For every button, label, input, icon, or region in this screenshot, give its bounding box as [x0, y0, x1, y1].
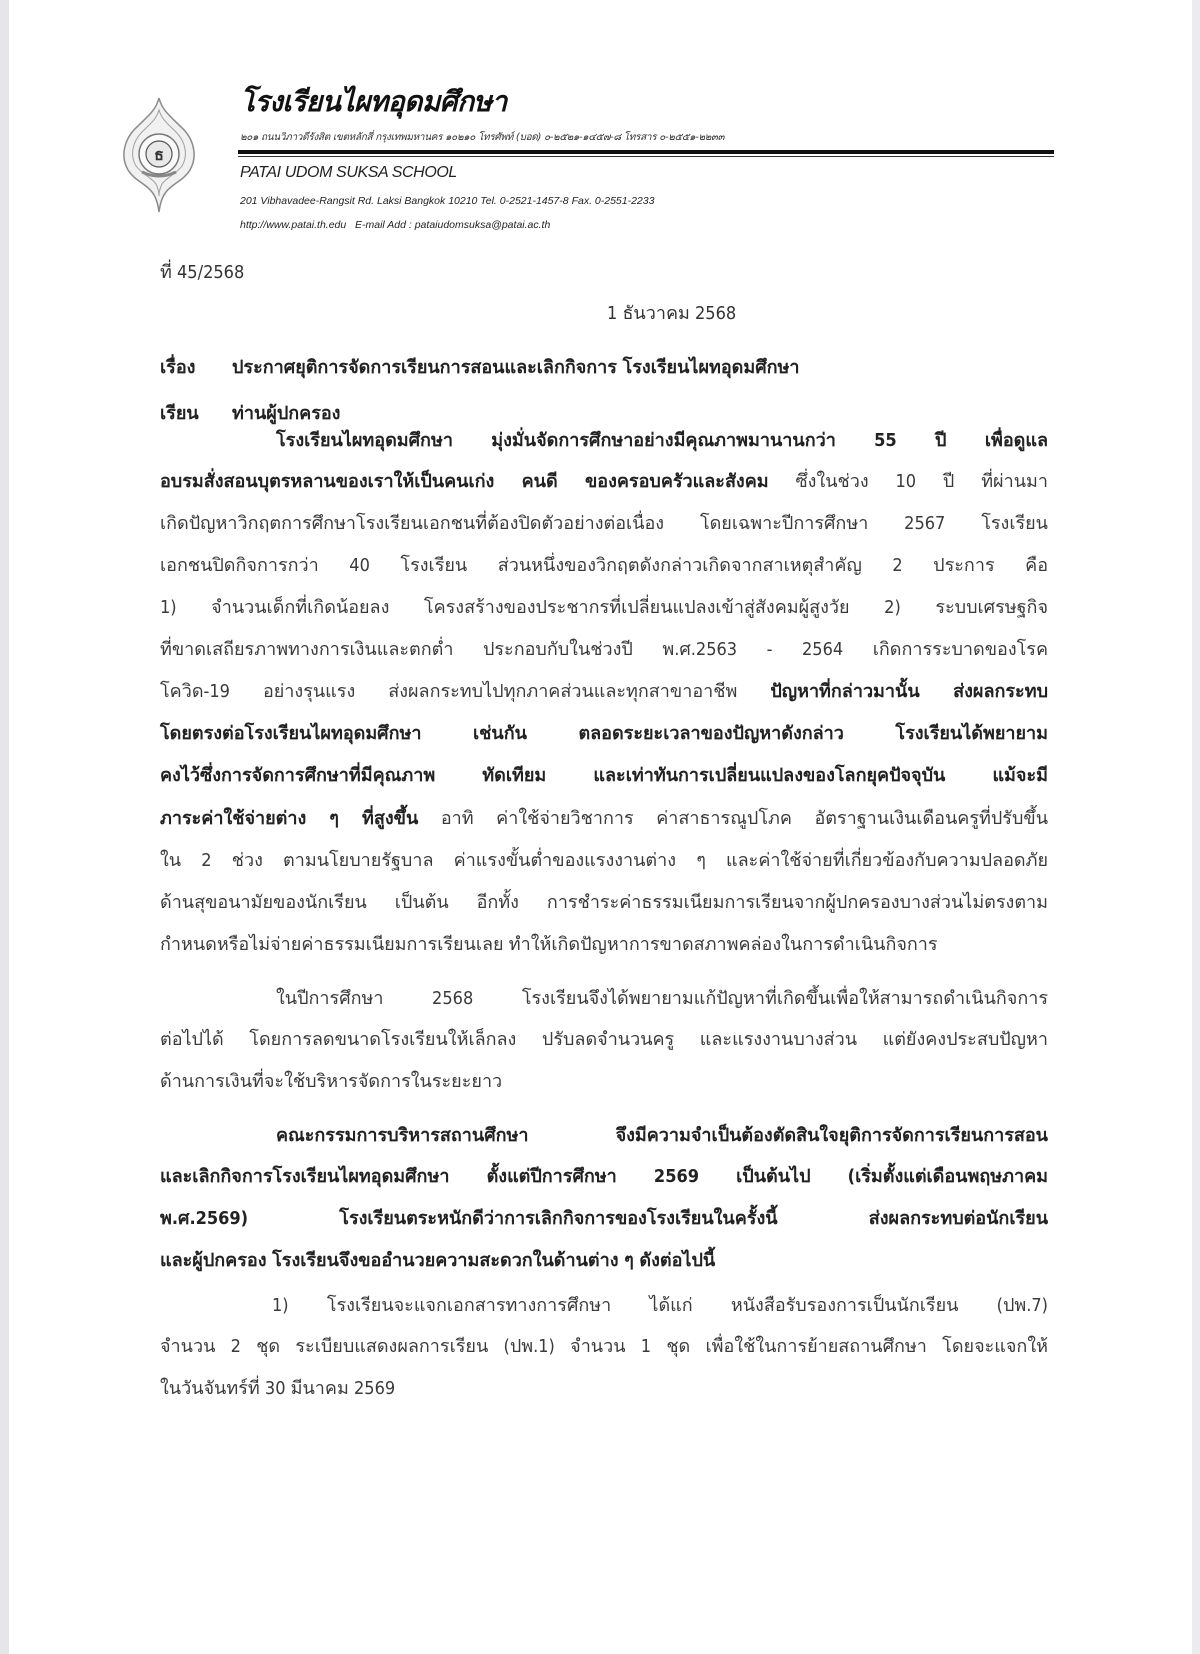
- text-segment: ใน 2 ช่วง ตามนโยบายรัฐบาล ค่าแรงขั้นต่ำของแรงงานต่าง ๆ และค่าใช้จ่ายที่เกี่ยวข้องกับความปลอดภัย: [160, 850, 1048, 871]
- paragraph-1-line: [160, 597, 1048, 619]
- text-segment: ซึ่งในช่วง 10 ปี ที่ผ่านมา: [768, 471, 1048, 492]
- email-label: E-mail Add :: [355, 219, 412, 231]
- paragraph-1-line: [160, 555, 1048, 577]
- paragraph-1-line: [160, 850, 1048, 872]
- recipient-text: ท่านผู้ปกครอง: [232, 403, 341, 424]
- email-link[interactable]: pataiudomsuksa@patai.ac.th: [414, 219, 551, 231]
- text-segment: ปัญหาที่กล่าวมานั้น ส่งผลกระทบ: [770, 681, 1048, 702]
- document-number: ที่ 45/2568: [160, 262, 245, 283]
- paragraph-2-line: [276, 988, 1048, 1010]
- website-link[interactable]: http://www.patai.th.edu: [240, 219, 347, 231]
- paragraph-1-line: [160, 892, 1048, 914]
- school-name-english: PATAI UDOM SUKSA SCHOOL: [240, 164, 457, 181]
- recipient-label: เรียน: [160, 403, 199, 424]
- paragraph-1-line: [160, 639, 1048, 661]
- paragraph-1-line: [276, 430, 1048, 452]
- paragraph-1-line: [160, 681, 1048, 703]
- school-address-english: 201 Vibhavadee-Rangsit Rd. Laksi Bangkok 10210 Tel. 0-2521-1457-8 Fax. 0-2551-2233: [240, 195, 655, 207]
- text-segment: เอกชนปิดกิจการกว่า 40 โรงเรียน ส่วนหนึ่งของวิกฤตดังกล่าวเกิดจากสาเหตุสำคัญ 2 ประการ คือ: [160, 555, 1048, 576]
- subject-label: เรื่อง: [160, 357, 196, 378]
- paragraph-1-line: [160, 765, 1048, 787]
- text-segment: อบรมสั่งสอนบุตรหลานของเราให้เป็นคนเก่ง คนดี ของครอบครัวและสังคม: [160, 471, 769, 492]
- paragraph-1-line: [160, 934, 1048, 956]
- school-name-thai: โรงเรียนไผทอุดมศึกษา: [240, 85, 507, 118]
- text-segment: โรงเรียนไผทอุดมศึกษา มุ่งมั่นจัดการศึกษาอย่างมีคุณภาพมานานกว่า 55 ปี เพื่อดูแล: [276, 430, 1048, 451]
- paragraph-4-line: [160, 1336, 1048, 1358]
- text-segment: คงไว้ซึ่งการจัดการศึกษาที่มีคุณภาพ ทัดเทียม และเท่าทันการเปลี่ยนแปลงของโลกยุคปัจจุบัน แม้จะมี: [160, 765, 1048, 786]
- paragraph-1-line: [160, 723, 1048, 745]
- paragraph-1-line: [160, 471, 1048, 493]
- school-emblem-icon: [120, 96, 198, 214]
- text-segment: 1) จำนวนเด็กที่เกิดน้อยลง โครงสร้างของประชากรที่เปลี่ยนแปลงเข้าสู่สังคมผู้สูงวัย 2) ระบบเศรษฐกิจ: [160, 597, 1048, 618]
- text-segment: โดยตรงต่อโรงเรียนไผทอุดมศึกษา เช่นกัน ตลอดระยะเวลาของปัญหาดังกล่าว โรงเรียนได้พยายาม: [160, 723, 1048, 744]
- school-contact-web: [240, 219, 550, 231]
- text-segment: อาทิ ค่าใช้จ่ายวิชาการ ค่าสาธารณูปโภค อัตราฐานเงินเดือนครูที่ปรับขึ้น: [418, 808, 1048, 829]
- svg-text:ธ: ธ: [154, 145, 164, 164]
- text-segment: ภาระค่าใช้จ่ายต่าง ๆ ที่สูงขึ้น: [160, 808, 419, 829]
- text-segment: ในปีการศึกษา 2568 โรงเรียนจึงได้พยายามแก้ปัญหาที่เกิดขึ้นเพื่อให้สามารถดำเนินกิจการ: [276, 988, 1048, 1009]
- paragraph-4-line: [272, 1295, 1048, 1317]
- text-segment: คณะกรรมการบริหารสถานศึกษา จึงมีความจำเป็นต้องตัดสินใจยุติการจัดการเรียนการสอน: [276, 1125, 1048, 1146]
- text-segment: โควิด-19 อย่างรุนแรง ส่งผลกระทบไปทุกภาคส่วนและทุกสาขาอาชีพ: [160, 681, 771, 702]
- school-address-thai: ๒๐๑ ถนนวิภาวดีรังสิต เขตหลักสี่ กรุงเทพมหานคร ๑๐๒๑๐ โทรศัพท์ (บอด) ๐-๒๕๒๑-๑๔๕๗-๘ โทรสาร ๐-๒๕๕๑-๒๒๓๓: [240, 132, 725, 143]
- letterhead-rule: [238, 150, 1054, 154]
- text-segment: พ.ศ.2569) โรงเรียนตระหนักดีว่าการเลิกกิจการของโรงเรียนในครั้งนี้ ส่งผลกระทบต่อนักเรียน: [160, 1208, 1048, 1229]
- text-segment: ในวันจันทร์ที่ 30 มีนาคม 2569: [160, 1378, 396, 1399]
- document-date: 1 ธันวาคม 2568: [607, 303, 737, 324]
- paragraph-4-line: [160, 1378, 1048, 1400]
- text-segment: กำหนดหรือไม่จ่ายค่าธรรมเนียมการเรียนเลย ทำให้เกิดปัญหาการขาดสภาพคล่องในการดำเนินกิจการ: [160, 934, 938, 955]
- text-segment: ที่ขาดเสถียรภาพทางการเงินและตกต่ำ ประกอบกับในช่วงปี พ.ศ.2563 - 2564 เกิดการระบาดของโรค: [160, 639, 1048, 660]
- text-segment: จำนวน 2 ชุด ระเบียบแสดงผลการเรียน (ปพ.1) จำนวน 1 ชุด เพื่อใช้ในการย้ายสถานศึกษา โดยจะแจกให้: [160, 1336, 1048, 1357]
- text-segment: ต่อไปได้ โดยการลดขนาดโรงเรียนให้เล็กลง ปรับลดจำนวนครู และแรงงานบางส่วน แต่ยังคงประสบปัญหา: [160, 1029, 1048, 1050]
- text-segment: ด้านสุขอนามัยของนักเรียน เป็นต้น อีกทั้ง การชำระค่าธรรมเนียมการเรียนจากผู้ปกครองบางส่วนไม่ตรงตาม: [160, 892, 1048, 913]
- text-segment: เกิดปัญหาวิกฤตการศึกษาโรงเรียนเอกชนที่ต้องปิดตัวอย่างต่อเนื่อง โดยเฉพาะปีการศึกษา 2567 โรงเรียน: [160, 513, 1048, 534]
- paragraph-1-line: [160, 513, 1048, 535]
- paragraph-2-line: [160, 1029, 1048, 1051]
- paragraph-3-line: [160, 1208, 1048, 1230]
- letterhead-rule-thin: [238, 156, 1054, 157]
- page-edge-left: [0, 0, 9, 1654]
- page-edge-right: [1192, 0, 1200, 1654]
- paragraph-3-line: [276, 1125, 1048, 1147]
- text-segment: ด้านการเงินที่จะใช้บริหารจัดการในระยะยาว: [160, 1071, 503, 1092]
- text-segment: และเลิกกิจการโรงเรียนไผทอุดมศึกษา ตั้งแต่ปีการศึกษา 2569 เป็นต้นไป (เริ่มตั้งแต่เดือนพฤษภาคม: [160, 1166, 1048, 1187]
- text-segment: 1) โรงเรียนจะแจกเอกสารทางการศึกษา ได้แก่ หนังสือรับรองการเป็นนักเรียน (ปพ.7): [272, 1295, 1048, 1316]
- text-segment: และผู้ปกครอง โรงเรียนจึงขออำนวยความสะดวกในด้านต่าง ๆ ดังต่อไปนี้: [160, 1250, 716, 1271]
- paragraph-3-line: [160, 1250, 1048, 1272]
- paragraph-2-line: [160, 1071, 1048, 1093]
- paragraph-1-line: [160, 808, 1048, 830]
- subject-text: ประกาศยุติการจัดการเรียนการสอนและเลิกกิจการ โรงเรียนไผทอุดมศึกษา: [232, 357, 800, 378]
- paragraph-3-line: [160, 1166, 1048, 1188]
